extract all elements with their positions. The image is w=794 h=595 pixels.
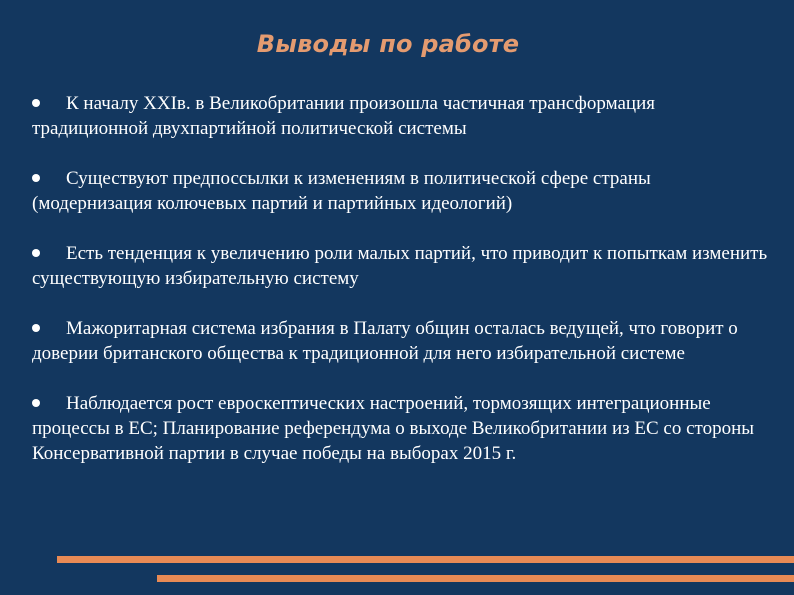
accent-bar-bottom bbox=[157, 575, 794, 582]
bullet-dot-icon bbox=[32, 249, 40, 257]
list-item bbox=[32, 391, 772, 466]
accent-bar-top bbox=[57, 556, 794, 563]
bullet-dot-icon bbox=[32, 324, 40, 332]
bullet-dot-icon bbox=[32, 399, 40, 407]
list-item bbox=[32, 316, 772, 366]
slide-title: Выводы по работе bbox=[256, 30, 520, 58]
conclusions-list bbox=[32, 91, 772, 466]
bullet-text: Есть тенденция к увеличению роли малых партий, что приводит к попыткам изменить существующую избирательную систему bbox=[32, 243, 768, 289]
bullet-text: Существуют предпоссылки к изменениям в политической сфере страны (модернизация колючевых партий и партийных идеологий) bbox=[32, 168, 651, 214]
bullet-text: К началу XXIв. в Великобритании произошла частичная трансформация традиционной двухпартийной политической системы bbox=[32, 93, 655, 139]
list-item bbox=[32, 241, 772, 291]
list-item bbox=[32, 91, 772, 141]
list-item bbox=[32, 166, 772, 216]
bullet-text: Наблюдается рост евроскептических настроений, тормозящих интеграционные процессы в ЕС; Планирование референдума о выходе Великобритании из ЕС со стороны Консервативной партии в случае победы на выборах 2015 г. bbox=[32, 393, 754, 464]
bullet-text: Мажоритарная система избрания в Палату общин осталась ведущей, что говорит о доверии британского общества к традиционной для него избирательной системе bbox=[32, 318, 738, 364]
bullet-dot-icon bbox=[32, 99, 40, 107]
bullet-dot-icon bbox=[32, 174, 40, 182]
